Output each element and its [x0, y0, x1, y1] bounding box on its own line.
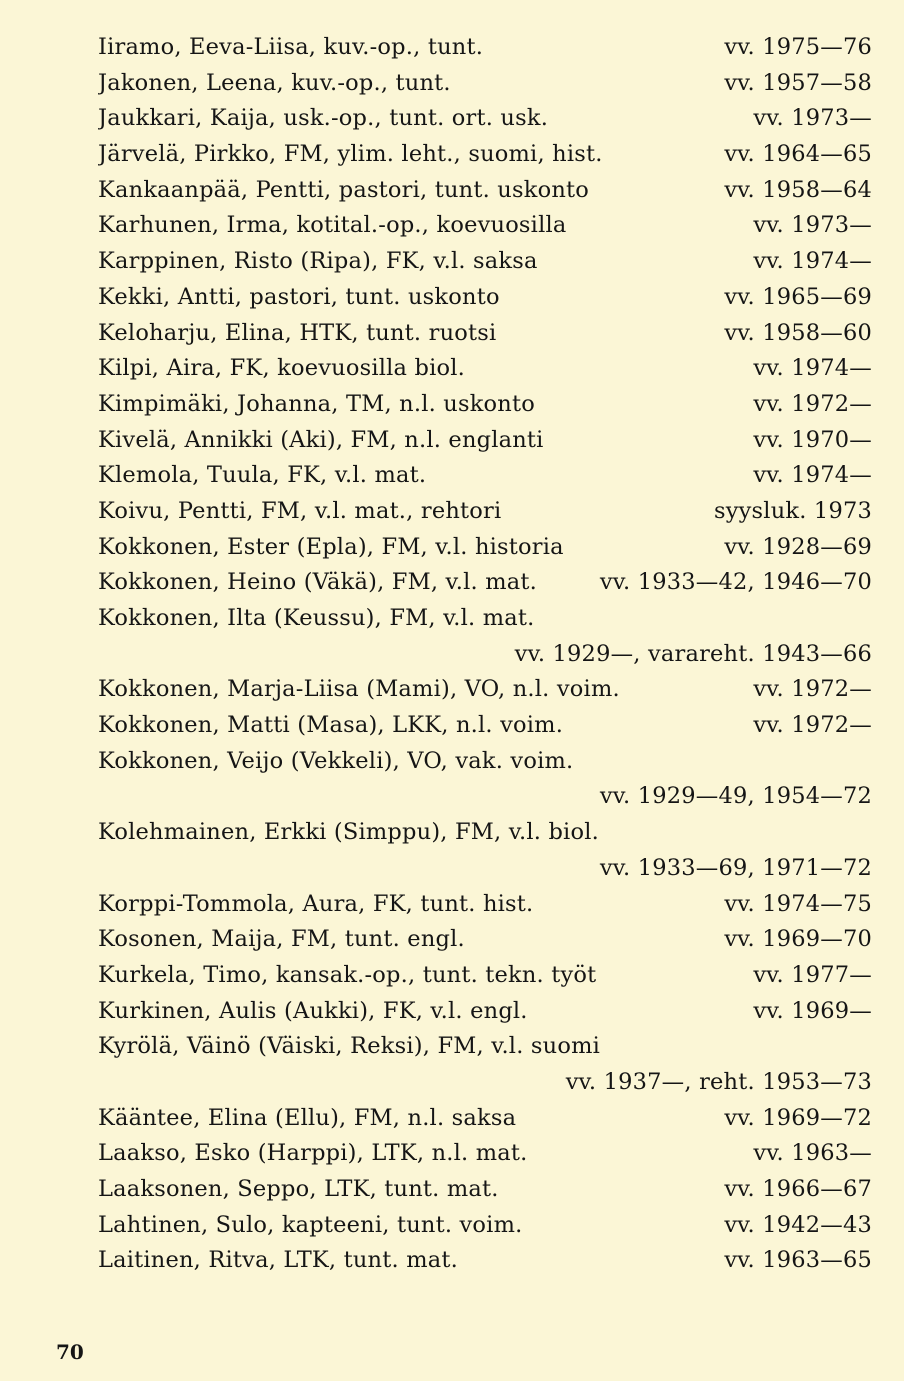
entry-years: vv. 1937—, reht. 1953—73 — [565, 1068, 872, 1095]
list-item — [98, 708, 872, 744]
entry-name: Kekki, Antti, pastori, tunt. uskonto — [98, 283, 500, 310]
entry-years: vv. 1975—76 — [724, 34, 872, 60]
list-item — [98, 1243, 872, 1279]
entry-name: Keloharju, Elina, HTK, tunt. ruotsi — [98, 319, 497, 346]
list-item — [98, 1136, 872, 1172]
entry-name: Jakonen, Leena, kuv.-op., tunt. — [98, 69, 451, 96]
entry-name: Kosonen, Maija, FM, tunt. engl. — [98, 926, 465, 953]
list-item — [98, 958, 872, 994]
entry-name: Kilpi, Aira, FK, koevuosilla biol. — [98, 355, 465, 382]
entry-years: vv. 1957—58 — [724, 69, 872, 96]
list-item — [98, 1101, 872, 1137]
entry-name: Korppi-Tommola, Aura, FK, tunt. hist. — [98, 890, 534, 917]
list-item — [98, 280, 872, 316]
list-item-continuation — [98, 637, 872, 673]
entry-name: Laitinen, Ritva, LTK, tunt. mat. — [98, 1247, 458, 1274]
entry-years: vv. 1933—69, 1971—72 — [599, 854, 872, 881]
entry-name: Kokkonen, Veijo (Vekkeli), VO, vak. voim. — [98, 747, 574, 774]
entry-years: vv. 1963—65 — [724, 1247, 872, 1274]
entry-name: Kurkela, Timo, kansak.-op., tunt. tekn. työt — [98, 961, 597, 988]
list-item — [98, 244, 872, 280]
list-item — [98, 815, 872, 851]
entry-name: Koivu, Pentti, FM, v.l. mat., rehtori — [98, 497, 502, 524]
entry-years: vv. 1974— — [753, 248, 872, 275]
entry-years: vv. 1965—69 — [724, 283, 872, 310]
list-item — [98, 208, 872, 244]
list-item — [98, 887, 872, 923]
list-item — [98, 66, 872, 102]
entry-years: vv. 1972— — [753, 676, 872, 703]
page-number: 70 — [56, 1340, 84, 1364]
entry-years: vv. 1969—70 — [724, 926, 872, 953]
entry-name: Kokkonen, Ilta (Keussu), FM, v.l. mat. — [98, 605, 535, 631]
entry-name: Kokkonen, Ester (Epla), FM, v.l. historia — [98, 533, 564, 560]
list-item — [98, 30, 872, 66]
entry-years: vv. 1929—, varareht. 1943—66 — [514, 640, 872, 667]
list-item — [98, 994, 872, 1030]
entry-name: Kivelä, Annikki (Aki), FM, n.l. englanti — [98, 426, 544, 453]
entry-years: vv. 1958—60 — [724, 319, 872, 346]
entry-name: Iiramo, Eeva-Liisa, kuv.-op., tunt. — [98, 34, 484, 60]
entry-name: Kolehmainen, Erkki (Simppu), FM, v.l. biol. — [98, 819, 599, 846]
list-item — [98, 101, 872, 137]
entry-years: vv. 1969— — [753, 997, 872, 1024]
entry-name: Kokkonen, Marja-Liisa (Mami), VO, n.l. voim. — [98, 676, 620, 703]
entry-years: vv. 1974— — [753, 355, 872, 382]
list-item — [98, 351, 872, 387]
entry-name: Laaksonen, Seppo, LTK, tunt. mat. — [98, 1176, 499, 1202]
entry-years: vv. 1929—49, 1954—72 — [599, 783, 872, 810]
staff-list — [98, 30, 872, 1279]
entry-years: vv. 1973— — [753, 105, 872, 132]
entry-name: Kimpimäki, Johanna, TM, n.l. uskonto — [98, 390, 535, 417]
entry-name: Kokkonen, Heino (Väkä), FM, v.l. mat. — [98, 569, 537, 596]
list-item — [98, 1029, 872, 1065]
list-item — [98, 137, 872, 173]
entry-years: vv. 1974— — [753, 462, 872, 489]
entry-years: vv. 1942—43 — [724, 1211, 872, 1238]
entry-years: vv. 1964—65 — [724, 141, 872, 168]
entry-name: Kankaanpää, Pentti, pastori, tunt. uskonto — [98, 176, 589, 203]
entry-years: vv. 1974—75 — [724, 890, 872, 917]
entry-name: Karhunen, Irma, kotital.-op., koevuosilla — [98, 212, 567, 239]
entry-name: Kurkinen, Aulis (Aukki), FK, v.l. engl. — [98, 997, 528, 1024]
entry-years: vv. 1966—67 — [724, 1176, 872, 1202]
entry-years: vv. 1972— — [753, 712, 872, 739]
list-item — [98, 672, 872, 708]
entry-name: Järvelä, Pirkko, FM, ylim. leht., suomi, hist. — [98, 141, 603, 168]
list-item — [98, 458, 872, 494]
list-item-continuation — [98, 779, 872, 815]
entry-name: Jaukkari, Kaija, usk.-op., tunt. ort. usk. — [98, 105, 549, 132]
entry-years: vv. 1958—64 — [724, 176, 872, 203]
entry-years: vv. 1973— — [753, 212, 872, 239]
entry-name: Karppinen, Risto (Ripa), FK, v.l. saksa — [98, 248, 538, 275]
entry-name: Kääntee, Elina (Ellu), FM, n.l. saksa — [98, 1104, 517, 1131]
entry-years: syysluk. 1973 — [713, 497, 872, 524]
list-item — [98, 565, 872, 601]
entry-years: vv. 1977— — [753, 961, 872, 988]
list-item — [98, 922, 872, 958]
list-item — [98, 494, 872, 530]
entry-years: vv. 1933—42, 1946—70 — [599, 569, 872, 596]
list-item — [98, 530, 872, 566]
list-item — [98, 316, 872, 352]
list-item — [98, 1172, 872, 1208]
entry-years: vv. 1963— — [753, 1140, 872, 1167]
list-item — [98, 1208, 872, 1244]
entry-name: Lahtinen, Sulo, kapteeni, tunt. voim. — [98, 1211, 523, 1238]
list-item — [98, 173, 872, 209]
list-item-continuation — [98, 1065, 872, 1101]
list-item — [98, 744, 872, 780]
entry-name: Kokkonen, Matti (Masa), LKK, n.l. voim. — [98, 712, 564, 739]
entry-name: Klemola, Tuula, FK, v.l. mat. — [98, 462, 427, 489]
entry-years: vv. 1928—69 — [724, 533, 872, 560]
list-item-continuation — [98, 851, 872, 887]
entry-years: vv. 1972— — [753, 390, 872, 417]
list-item — [98, 601, 872, 637]
entry-name: Kyrölä, Väinö (Väiski, Reksi), FM, v.l. suomi — [98, 1033, 601, 1060]
list-item — [98, 423, 872, 459]
entry-years: vv. 1969—72 — [724, 1104, 872, 1131]
list-item — [98, 387, 872, 423]
entry-years: vv. 1970— — [753, 426, 872, 453]
entry-name: Laakso, Esko (Harppi), LTK, n.l. mat. — [98, 1140, 528, 1167]
